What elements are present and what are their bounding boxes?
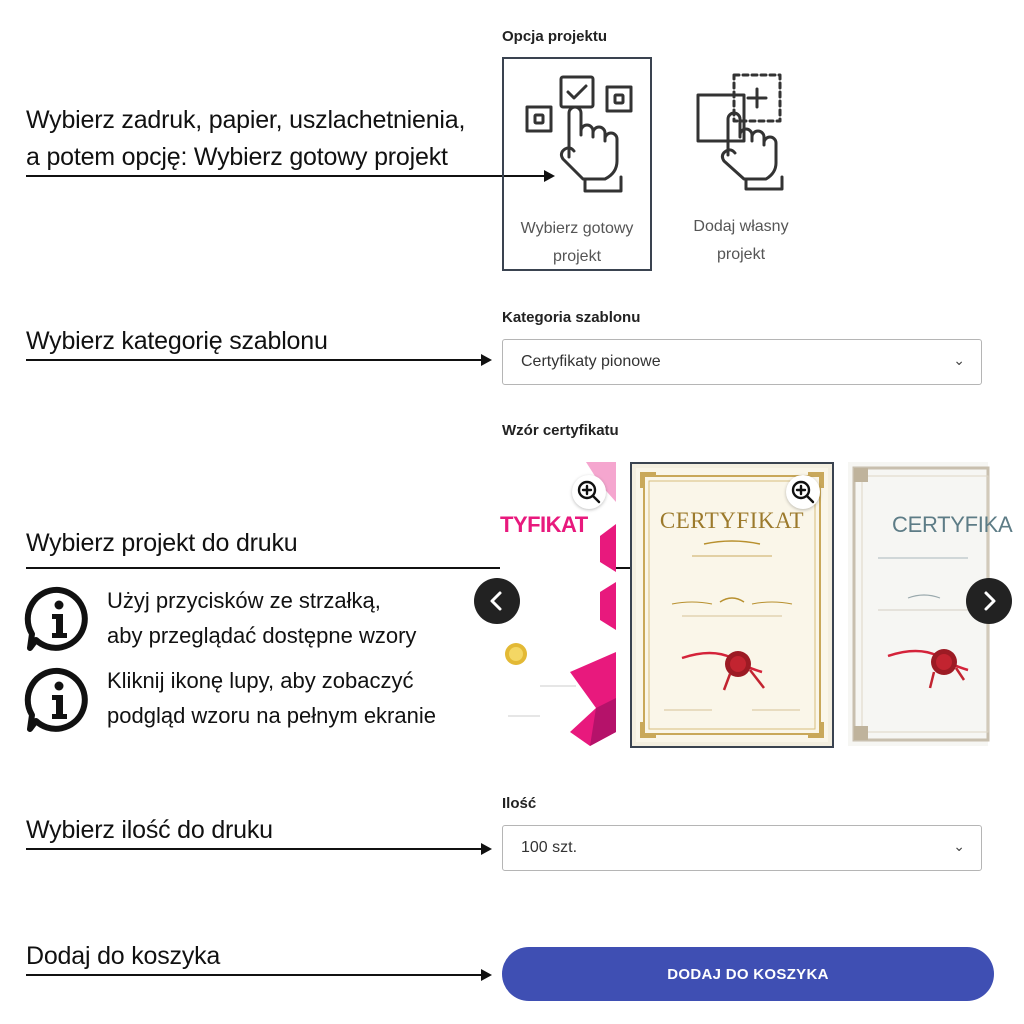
info-icon [26, 586, 92, 652]
instruction-step1-line1: Wybierz zadruk, papier, uszlachetnienia, [26, 106, 466, 134]
chevron-left-icon [488, 591, 506, 611]
add-to-cart-button[interactable]: DODAJ DO KOSZYKA [502, 947, 994, 1001]
arrow-step5 [26, 974, 482, 976]
template-category-value: Certyfikaty pionowe [521, 353, 661, 370]
template-carousel [500, 462, 1013, 748]
arrow-step2 [26, 359, 482, 361]
template-title: CERTYFIKAT [659, 508, 805, 533]
info-text-zoom-line1: Kliknij ikonę lupy, aby zobaczyć [107, 668, 414, 693]
info-text-arrows-line2: aby przeglądać dostępne wzory [107, 623, 417, 648]
quantity-value: 100 szt. [521, 839, 578, 856]
instruction-step5: Dodaj do koszyka [26, 942, 221, 970]
carousel-next-button[interactable] [966, 578, 1012, 624]
quantity-label: Ilość [502, 795, 537, 812]
info-icon [26, 667, 92, 733]
hand-select-template-icon [519, 73, 639, 193]
chevron-down-icon: ⌄ [953, 352, 965, 368]
arrow-step1 [26, 175, 544, 177]
carousel-prev-button[interactable] [474, 578, 520, 624]
option-caption: Wybierz gotowy projekt [520, 220, 634, 265]
arrow-step4-head [481, 843, 492, 855]
option-ready-template[interactable] [502, 57, 652, 271]
info-text-zoom-line2: podgląd wzoru na pełnym ekranie [107, 703, 436, 728]
instruction-step1-line2: a potem opcję: Wybierz gotowy projekt [26, 143, 448, 171]
chevron-down-icon: ⌄ [953, 838, 965, 854]
template-pattern-label: Wzór certyfikatu [502, 422, 619, 439]
arrow-step4 [26, 848, 482, 850]
arrow-step5-head [481, 969, 492, 981]
project-option-label: Opcja projektu [502, 28, 608, 45]
template-category-label: Kategoria szablonu [502, 309, 641, 326]
zoom-in-icon[interactable] [786, 475, 820, 509]
instruction-step2: Wybierz kategorię szablonu [26, 327, 328, 355]
option-own-project[interactable] [666, 57, 816, 271]
instruction-step4: Wybierz ilość do druku [26, 816, 273, 844]
template-category-select[interactable] [502, 339, 982, 385]
chevron-right-icon [980, 591, 998, 611]
info-text-arrows-line1: Użyj przycisków ze strzałką, [107, 588, 381, 613]
quantity-select[interactable] [502, 825, 982, 871]
template-title: CERTYFIKA [892, 512, 1013, 537]
option-caption: Dodaj własny projekt [693, 218, 789, 263]
arrow-step2-head [481, 354, 492, 366]
hand-add-own-icon [688, 71, 808, 191]
instruction-step3: Wybierz projekt do druku [26, 529, 298, 557]
zoom-in-icon[interactable] [572, 475, 606, 509]
template-title: TYFIKAT [500, 512, 588, 537]
